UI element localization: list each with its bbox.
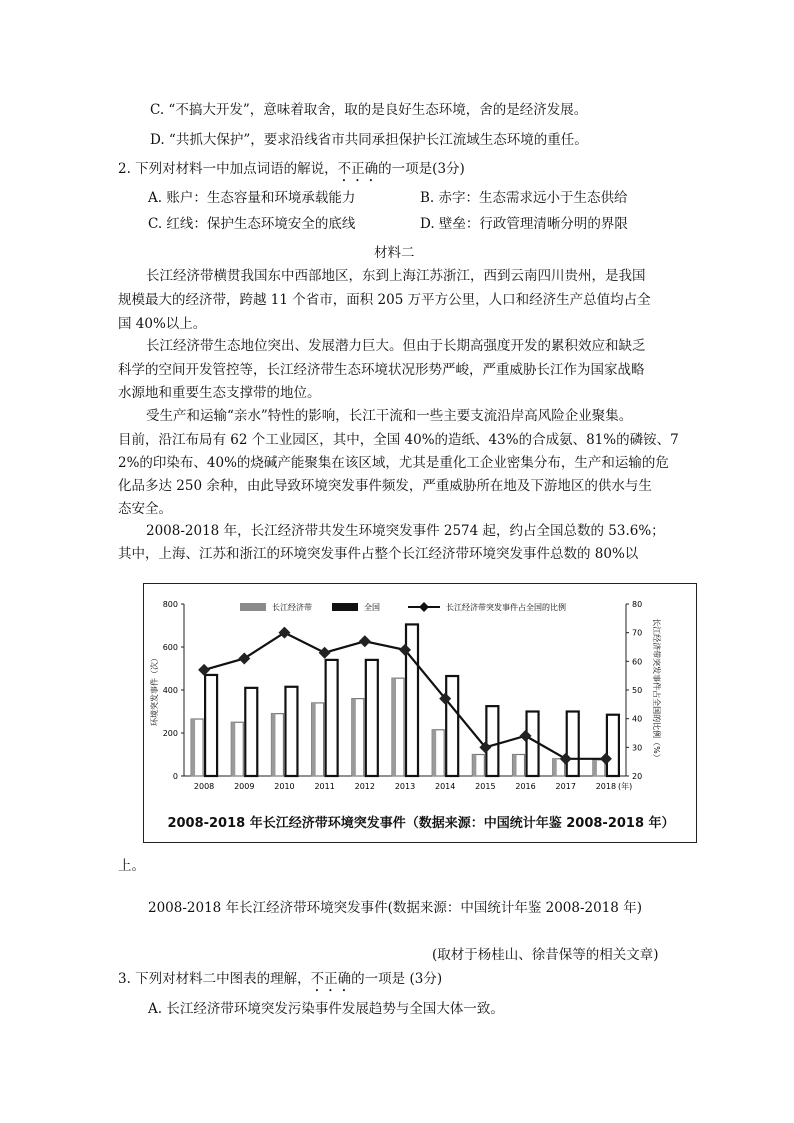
m2-p1-line1: 长江经济带横贯我国东中西部地区，东到上海江苏浙江，西到云南四川贵州，是我国 xyxy=(146,268,646,284)
y-tick-label-right: 20 xyxy=(632,772,643,781)
y-tick-label-left: 400 xyxy=(162,686,178,695)
x-tick-label: 2015 xyxy=(475,782,496,791)
m2-p1-line2: 规模最大的经济带，跨越 11 个省市，面积 205 万平方公里，人口和经济生产总值均占全 xyxy=(118,292,651,308)
bar-yangtze-shade xyxy=(352,699,356,776)
source-note: (取材于杨桂山、徐昔保等的相关文章) xyxy=(432,947,659,963)
q3-stem-dotted: 不正确 xyxy=(310,971,352,987)
x-tick-label: 2018 xyxy=(595,782,617,791)
q2-stem-pre: 2. 下列对材料一中加点词语的解说， xyxy=(118,161,338,177)
bar-national xyxy=(486,706,498,776)
bar-national xyxy=(446,676,458,776)
ratio-marker xyxy=(319,647,331,659)
y-tick-label-right: 80 xyxy=(632,600,643,609)
m2-p2-line3: 水源地和重要生态支撑带的地位。 xyxy=(118,385,321,401)
m2-p4-line2: 其中，上海、江苏和浙江的环境突发事件占整个长江经济带环境突发事件总数的 80%以 xyxy=(118,546,639,562)
bar-yangtze-shade xyxy=(271,714,275,776)
m2-p3-line3: 2%的印染布、40%的烧碱产能聚集在该区域，尤其是重化工企业密集分布，生产和运输的危 xyxy=(118,455,669,471)
q3-stem-post: 的一项是 (3分) xyxy=(351,971,443,987)
bar-national xyxy=(366,660,378,776)
q2-option-a: A. 账户：生态容量和环境承载能力 xyxy=(148,190,356,206)
bar-national xyxy=(205,675,217,776)
x-tick-label: 2014 xyxy=(435,782,456,791)
x-tick-label: 2017 xyxy=(555,782,576,791)
bar-yangtze-shade xyxy=(231,722,235,776)
bar-national xyxy=(326,660,338,776)
bar-yangtze-shade xyxy=(472,755,476,777)
x-tick-label: 2012 xyxy=(354,782,375,791)
bar-national xyxy=(567,712,579,777)
m2-p3-line1: 受生产和运输“亲水”特性的影响，长江干流和一些主要支流沿岸高风险企业聚集。 xyxy=(146,408,633,424)
y-axis-label-right: 长江经济带突发事件占全国的比例（%） xyxy=(652,618,661,762)
x-tick-label: 2013 xyxy=(394,782,416,791)
y-tick-label-left: 800 xyxy=(162,600,178,609)
bar-yangtze-shade xyxy=(191,719,195,776)
y-tick-label-right: 70 xyxy=(632,628,643,638)
x-tick-label: 2008 xyxy=(193,782,215,791)
y-tick-label-right: 40 xyxy=(632,714,643,724)
bar-national xyxy=(607,715,619,776)
m2-p1-line3: 国 40%以上。 xyxy=(118,316,207,332)
legend-swatch-national xyxy=(332,603,358,611)
m2-p2-line1: 长江经济带生态地位突出、发展潜力巨大。但由于长期高强度开发的累积效应和缺乏 xyxy=(146,338,646,354)
bar-yangtze-shade xyxy=(432,730,436,776)
q1-option-d: D. “共抓大保护”，要求沿线省市共同承担保护长江流域生态环境的重任。 xyxy=(150,132,588,148)
chart-figure xyxy=(143,583,697,843)
ratio-marker xyxy=(278,627,290,639)
bar-yangtze-shade xyxy=(312,703,316,776)
y-tick-label-left: 0 xyxy=(172,772,178,781)
q2-stem-dotted: 不正确 xyxy=(337,161,379,177)
ratio-marker xyxy=(359,635,371,647)
y-tick-label-right: 60 xyxy=(632,657,643,667)
m2-p4-end: 上。 xyxy=(118,858,145,874)
y-tick-label-left: 200 xyxy=(162,729,178,738)
legend-label-yangtze: 长江经济带 xyxy=(272,603,312,612)
y-tick-label-right: 30 xyxy=(632,743,643,753)
q2-option-c: C. 红线：保护生态环境安全的底线 xyxy=(148,216,356,232)
x-tick-label: 2016 xyxy=(515,782,536,791)
m2-p4-line1: 2008-2018 年，长江经济带共发生环境突发事件 2574 起，约占全国总数的 53.6%； xyxy=(146,523,665,539)
material2-heading: 材料二 xyxy=(374,245,415,261)
q2-option-d: D. 壁垒：行政管理清晰分明的界限 xyxy=(420,216,628,232)
bar-yangtze-shade xyxy=(593,760,597,776)
y-tick-label-left: 600 xyxy=(162,643,178,652)
x-axis-unit: (年) xyxy=(618,782,633,791)
ratio-marker xyxy=(238,652,250,664)
q3-stem-pre: 3. 下列对材料二中图表的理解， xyxy=(118,971,311,987)
legend-marker-ratio xyxy=(419,602,429,612)
chart-title: 2008-2018 年长江经济带环境突发事件（数据来源：中国统计年鉴 2008-2018 年） xyxy=(167,816,675,831)
x-tick-label: 2009 xyxy=(234,782,255,791)
q3-option-a: A. 长江经济带环境突发污染事件发展趋势与全国大体一致。 xyxy=(148,1001,504,1017)
legend-label-ratio: 长江经济带突发事件占全国的比例 xyxy=(446,603,566,612)
bar-national xyxy=(245,688,257,776)
figure-caption: 2008-2018 年长江经济带环境突发事件(数据来源：中国统计年鉴 2008-2018 年) xyxy=(148,900,642,916)
bar-national xyxy=(285,687,297,776)
q3-stem xyxy=(118,970,442,995)
m2-p3-line4: 化品多达 250 余种，由此导致环境突发事件频发，严重威胁所在地及下游地区的供水与生 xyxy=(118,478,652,494)
legend-label-national: 全国 xyxy=(364,603,380,612)
x-tick-label: 2011 xyxy=(314,782,335,791)
bar-yangtze-shade xyxy=(513,755,517,777)
chart-svg xyxy=(144,584,698,844)
q2-stem-post: 的一项是(3分) xyxy=(378,161,465,177)
q2-stem xyxy=(118,160,465,185)
y-tick-label-right: 50 xyxy=(632,686,643,695)
bar-yangtze-shade xyxy=(392,678,396,776)
m2-p3-line5: 态安全。 xyxy=(118,501,172,517)
bar-yangtze-shade xyxy=(553,759,557,776)
bar-national xyxy=(527,712,539,777)
x-tick-label: 2010 xyxy=(274,782,295,791)
q1-option-c: C. “不搞大开发”，意味着取舍，取的是良好生态环境，舍的是经济发展。 xyxy=(150,102,588,118)
m2-p2-line2: 科学的空间开发管控等，长江经济带生态环境状况形势严峻，严重威胁长江作为国家战略 xyxy=(118,362,645,378)
y-axis-label-left: 环境突发事件（次） xyxy=(150,654,159,726)
legend-swatch-yangtze xyxy=(240,603,266,611)
m2-p3-line2: 目前，沿江布局有 62 个工业园区，其中，全国 40%的造纸、43%的合成氨、81%的磷铵、7 xyxy=(118,432,679,448)
q2-option-b: B. 赤字：生态需求远小于生态供给 xyxy=(420,190,628,206)
